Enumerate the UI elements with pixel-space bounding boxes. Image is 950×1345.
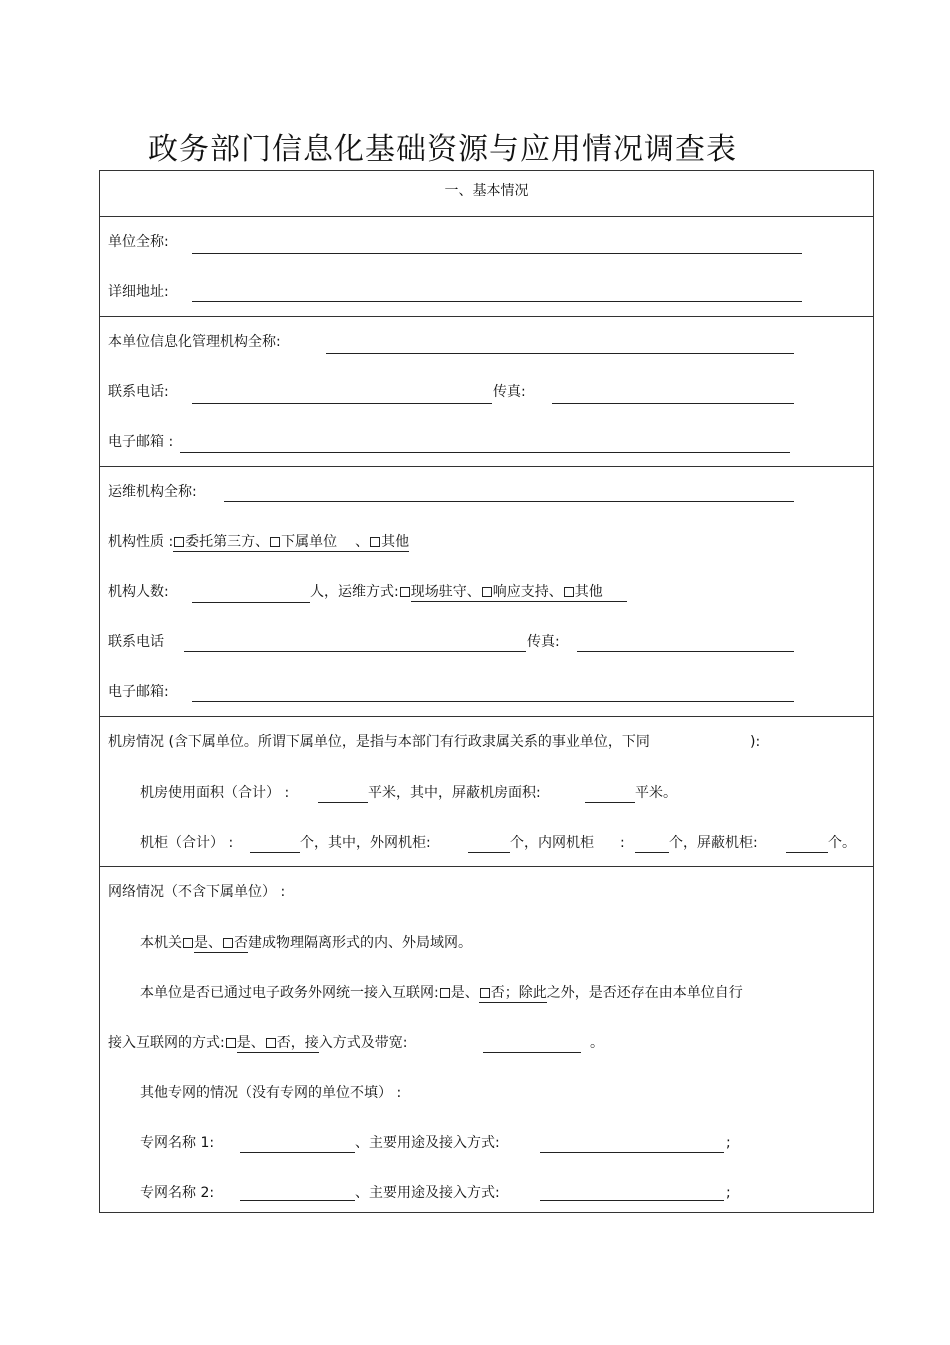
- divider: [100, 866, 873, 867]
- checkbox-isolation-yes[interactable]: [183, 938, 193, 948]
- private-net-2-usage-field[interactable]: [540, 1200, 724, 1201]
- egov-internet-pre: 本单位是否已通过电子政务外网统一接入互联网:: [140, 985, 439, 1001]
- section-basic-info-header: 一、基本情况: [444, 183, 529, 199]
- checkbox-onsite[interactable]: [400, 587, 410, 597]
- phone-field[interactable]: [192, 403, 492, 404]
- checkbox-isolation-no[interactable]: [223, 938, 233, 948]
- private-net-2-name-field[interactable]: [240, 1200, 355, 1201]
- divider: [100, 316, 873, 317]
- ops-phone-field[interactable]: [184, 651, 526, 652]
- cabinet-internal-field[interactable]: [635, 852, 669, 853]
- it-mgmt-org-field[interactable]: [326, 353, 794, 354]
- egov-internet-row: [140, 984, 743, 1002]
- cabinet-total-field[interactable]: [250, 852, 300, 853]
- option-response-support: 响应支持、: [492, 584, 563, 600]
- page-title: 政务部门信息化基础资源与应用情况调查表: [148, 132, 737, 167]
- egov-internet-post: 之外，是否还存在由本单位自行: [546, 985, 743, 1001]
- self-access-pre: 接入互联网的方式:: [108, 1035, 225, 1051]
- checkbox-other[interactable]: [370, 537, 380, 547]
- private-net-1-usage-field[interactable]: [540, 1152, 724, 1153]
- isolation-pre: 本机关: [140, 935, 182, 951]
- checkbox-egov-yes[interactable]: [440, 988, 450, 998]
- fax-field[interactable]: [552, 403, 794, 404]
- isolation-post: 建成物理隔离形式的内、外局域网。: [248, 935, 472, 951]
- divider: [100, 466, 873, 467]
- self-access-row: [108, 1034, 407, 1052]
- option-mode-other: 其他: [574, 584, 603, 600]
- email-label: 电子邮箱 :: [108, 434, 174, 450]
- ops-org-field[interactable]: [224, 501, 794, 502]
- checkbox-response-support[interactable]: [482, 587, 492, 597]
- unit-full-name-label: 单位全称:: [108, 234, 169, 250]
- headcount-label: 机构人数:: [108, 584, 169, 600]
- cabinet-external-label: 个，其中，外网机柜:: [300, 835, 431, 851]
- ops-fax-field[interactable]: [577, 651, 794, 652]
- checkbox-self-access-no[interactable]: [266, 1038, 276, 1048]
- option-third-party: 委托第三方、: [185, 534, 270, 550]
- isolation-row: [140, 934, 472, 952]
- cabinet-label: 机柜（合计） :: [140, 835, 234, 851]
- cabinet-shielded-field[interactable]: [786, 852, 828, 853]
- unit-full-name-field[interactable]: [192, 253, 802, 254]
- checkbox-third-party[interactable]: [174, 537, 184, 547]
- checkbox-egov-no[interactable]: [480, 988, 490, 998]
- room-area-label: 机房使用面积（合计） :: [140, 785, 290, 801]
- ops-phone-label: 联系电话: [108, 634, 164, 650]
- checkbox-mode-other[interactable]: [564, 587, 574, 597]
- self-access-end: 。: [590, 1035, 604, 1051]
- fax-label: 传真:: [493, 384, 526, 400]
- option-subordinate: 下属单位: [281, 534, 338, 550]
- checkbox-self-access-yes[interactable]: [226, 1038, 236, 1048]
- org-nature-options: [173, 534, 409, 552]
- org-nature-row: [108, 533, 409, 551]
- option-isolation-no: 否: [234, 935, 248, 951]
- address-field[interactable]: [192, 301, 802, 302]
- option-self-access-no: 否，接: [276, 1035, 319, 1051]
- semicolon: ;: [726, 1135, 731, 1151]
- cabinet-end: 个。: [828, 835, 856, 851]
- shielded-area-unit: 平米。: [635, 785, 677, 801]
- email-field[interactable]: [180, 452, 790, 453]
- ops-mode-options: [411, 584, 627, 602]
- separator: 、: [355, 534, 370, 550]
- private-net-2-label: 专网名称 2:: [140, 1185, 215, 1201]
- phone-label: 联系电话:: [108, 384, 169, 400]
- bandwidth-field[interactable]: [483, 1052, 581, 1053]
- option-other: 其他: [381, 534, 410, 550]
- room-area-unit: 平米，其中，屏蔽机房面积:: [368, 785, 541, 801]
- headcount-unit: 人，运维方式:: [310, 584, 399, 600]
- cabinet-internal-colon: :: [620, 835, 625, 851]
- network-header: 网络情况（不含下属单位） :: [108, 884, 286, 900]
- org-nature-label: 机构性质 :: [108, 534, 174, 550]
- shielded-area-field[interactable]: [585, 802, 635, 803]
- checkbox-subordinate[interactable]: [270, 537, 280, 547]
- option-onsite: 现场驻守、: [410, 584, 481, 600]
- ops-mode-row: [310, 583, 627, 601]
- ops-email-field[interactable]: [192, 701, 794, 702]
- semicolon: ;: [726, 1185, 731, 1201]
- option-egov-no: 否；除此: [490, 985, 547, 1001]
- option-egov-yes: 是、: [450, 985, 479, 1001]
- room-area-field[interactable]: [318, 802, 368, 803]
- address-label: 详细地址:: [108, 284, 169, 300]
- option-self-access-yes: 是、: [236, 1035, 265, 1051]
- survey-form: [99, 170, 874, 1213]
- ops-org-label: 运维机构全称:: [108, 484, 197, 500]
- cabinet-external-field[interactable]: [468, 852, 510, 853]
- headcount-field[interactable]: [192, 602, 310, 603]
- private-net-1-label: 专网名称 1:: [140, 1135, 215, 1151]
- other-private-network-label: 其他专网的情况（没有专网的单位不填） :: [140, 1085, 402, 1101]
- it-mgmt-org-label: 本单位信息化管理机构全称:: [108, 334, 281, 350]
- ops-fax-label: 传真:: [527, 634, 560, 650]
- ops-email-label: 电子邮箱:: [108, 684, 169, 700]
- private-net-1-name-field[interactable]: [240, 1152, 355, 1153]
- self-access-post: 入方式及带宽:: [318, 1035, 408, 1051]
- private-net-1-usage-label: 、主要用途及接入方式:: [355, 1135, 500, 1151]
- private-net-2-usage-label: 、主要用途及接入方式:: [355, 1185, 500, 1201]
- cabinet-internal-label: 个，内网机柜: [510, 835, 594, 851]
- cabinet-shielded-label: 个，屏蔽机柜:: [669, 835, 758, 851]
- machine-room-intro: 机房情况 (含下属单位。所谓下属单位，是指与本部门有行政隶属关系的事业单位，下同: [108, 734, 650, 750]
- machine-room-intro-end: ):: [750, 734, 761, 750]
- divider: [100, 716, 873, 717]
- option-isolation-yes: 是、: [194, 935, 222, 951]
- divider: [100, 216, 873, 217]
